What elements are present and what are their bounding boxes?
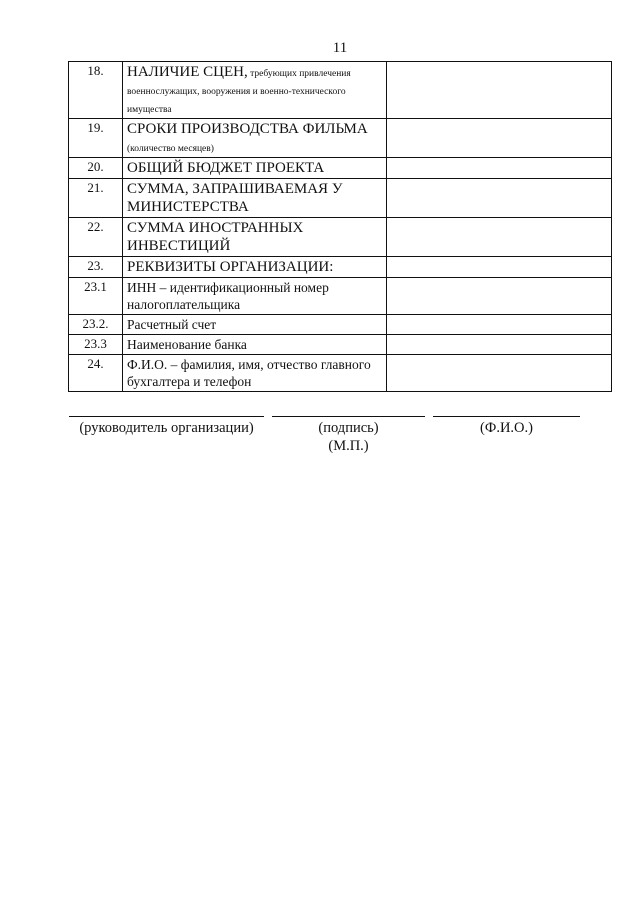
name-line [433, 416, 580, 417]
row-number: 22. [69, 218, 123, 257]
table-row [69, 179, 612, 218]
table-row [69, 315, 612, 335]
table-row [69, 355, 612, 392]
row-label: ОБЩИЙ БЮДЖЕТ ПРОЕКТА [123, 158, 387, 179]
row-label: Ф.И.О. – фамилия, имя, отчество главного бухгалтера и телефон [123, 355, 387, 392]
table-row [69, 158, 612, 179]
value-cell[interactable] [387, 119, 612, 158]
row-label: Расчетный счет [123, 315, 387, 335]
signature-caption: (подпись) [318, 420, 379, 436]
page-number: 11 [332, 40, 348, 56]
row-number: 23. [69, 257, 123, 278]
row-label: СУММА, ЗАПРАШИВАЕМАЯ У МИНИСТЕРСТВА [123, 179, 387, 218]
row-label: Наименование банка [123, 335, 387, 355]
head-signature-line [69, 416, 264, 417]
table-row [69, 62, 612, 119]
table-row [69, 278, 612, 315]
row-number: 24. [69, 355, 123, 392]
row-number: 23.3 [69, 335, 123, 355]
row-number: 21. [69, 179, 123, 218]
row-number: 18. [69, 62, 123, 119]
row-number: 19. [69, 119, 123, 158]
value-cell[interactable] [387, 158, 612, 179]
table-row [69, 119, 612, 158]
value-cell[interactable] [387, 315, 612, 335]
row-label: СРОКИ ПРОИЗВОДСТВА ФИЛЬМА (количество месяцев) [123, 119, 387, 158]
row-label: НАЛИЧИЕ СЦЕН, требующих привлечения военнослужащих, вооружения и военно-технического имущества [123, 62, 387, 119]
value-cell[interactable] [387, 257, 612, 278]
table-row [69, 218, 612, 257]
value-cell[interactable] [387, 218, 612, 257]
signature-line [272, 416, 425, 417]
value-cell[interactable] [387, 278, 612, 315]
table-row [69, 257, 612, 278]
value-cell[interactable] [387, 62, 612, 119]
row-number: 23.2. [69, 315, 123, 335]
value-cell[interactable] [387, 179, 612, 218]
application-form-table [68, 61, 612, 392]
name-caption: (Ф.И.О.) [480, 420, 533, 436]
row-number: 20. [69, 158, 123, 179]
row-label: ИНН – идентификационный номер налогоплательщика [123, 278, 387, 315]
stamp-caption: (М.П.) [328, 438, 369, 454]
value-cell[interactable] [387, 355, 612, 392]
table-row [69, 335, 612, 355]
value-cell[interactable] [387, 335, 612, 355]
row-label: РЕКВИЗИТЫ ОРГАНИЗАЦИИ: [123, 257, 387, 278]
head-caption: (руководитель организации) [79, 420, 254, 436]
row-number: 23.1 [69, 278, 123, 315]
row-label: СУММА ИНОСТРАННЫХ ИНВЕСТИЦИЙ [123, 218, 387, 257]
